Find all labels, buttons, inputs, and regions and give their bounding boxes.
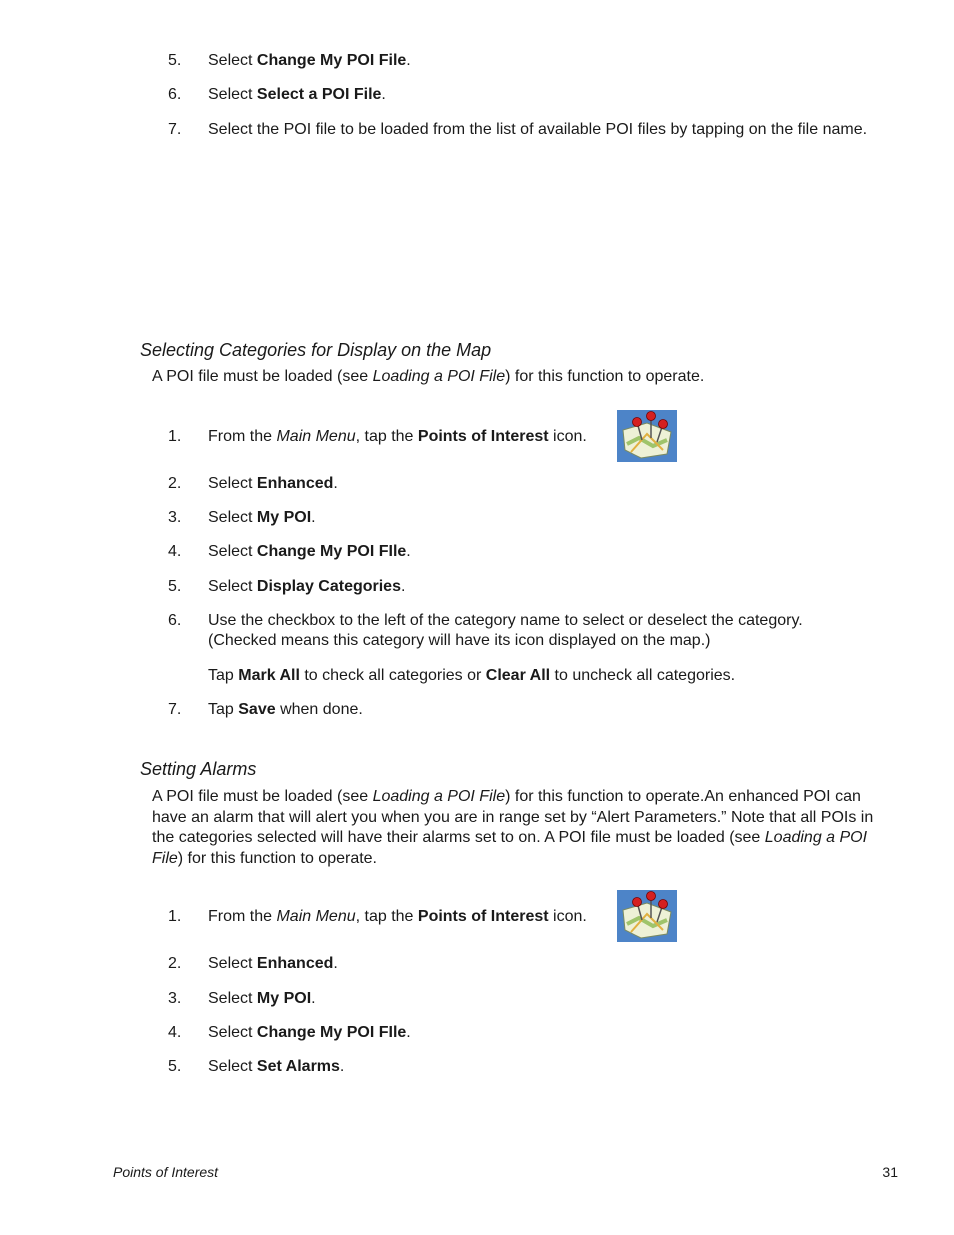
page-number: 31 xyxy=(882,1164,898,1180)
section-intro: A POI file must be loaded (see Loading a POI File) for this function to operate.An enhanced POI can have an alarm that will alert you when you are in range set by “Alert Parameters.” Note that all POIs in the categories selected will have their alarms set to on. A POI file must be loaded (see Loading a POI File) for this function to operate. xyxy=(152,788,874,867)
section-heading: Setting Alarms xyxy=(140,759,257,779)
document-page: 5. Select Change My POI File. 6. Select Select a POI File. 7. Select the POI file to be loaded from the list of available POI files by tapping on the file name. Selecting Categories for Display on the Map A POI file must be loaded (see Loading a POI File) for this function to operate. 1. From the Main Menu, tap the Points of Interest icon. 2. Select Enhanced. 3. Select My POI. 4. Select Change My POI FIle. 5. Select Display Categories. 6. Use the checkbox to the left of the category name to select or deselect the category. (Checked means this category will have its icon displayed on the map.) Tap Mark All to check all categories or Clear All to uncheck all categories. 7. Tap Save when done. Setting Alarms A POI file must be loaded (see Loading a POI File) for this function to operate.An enhanced POI can have an alarm that will alert you when you are in range set by “Alert Parameters.” Note that all POIs in the categories selected will have their alarms set to on. A POI file must be loaded (see Loading a POI File) for this function to operate. 1. From the Main Menu, tap the Points of Interest icon. 2. Select Enhanced. 3. Select My POI. 4. Select Change My POI FIle. 5. Select Set Alarms. Points of Interest 31 xyxy=(113,52,898,1180)
footer-section-title: Points of Interest xyxy=(113,1164,219,1180)
points-of-interest-map-icon xyxy=(617,890,677,942)
points-of-interest-map-icon xyxy=(617,410,677,462)
section-heading: Selecting Categories for Display on the Map xyxy=(140,340,492,360)
section-intro: A POI file must be loaded (see Loading a POI File) for this function to operate. xyxy=(152,368,705,385)
